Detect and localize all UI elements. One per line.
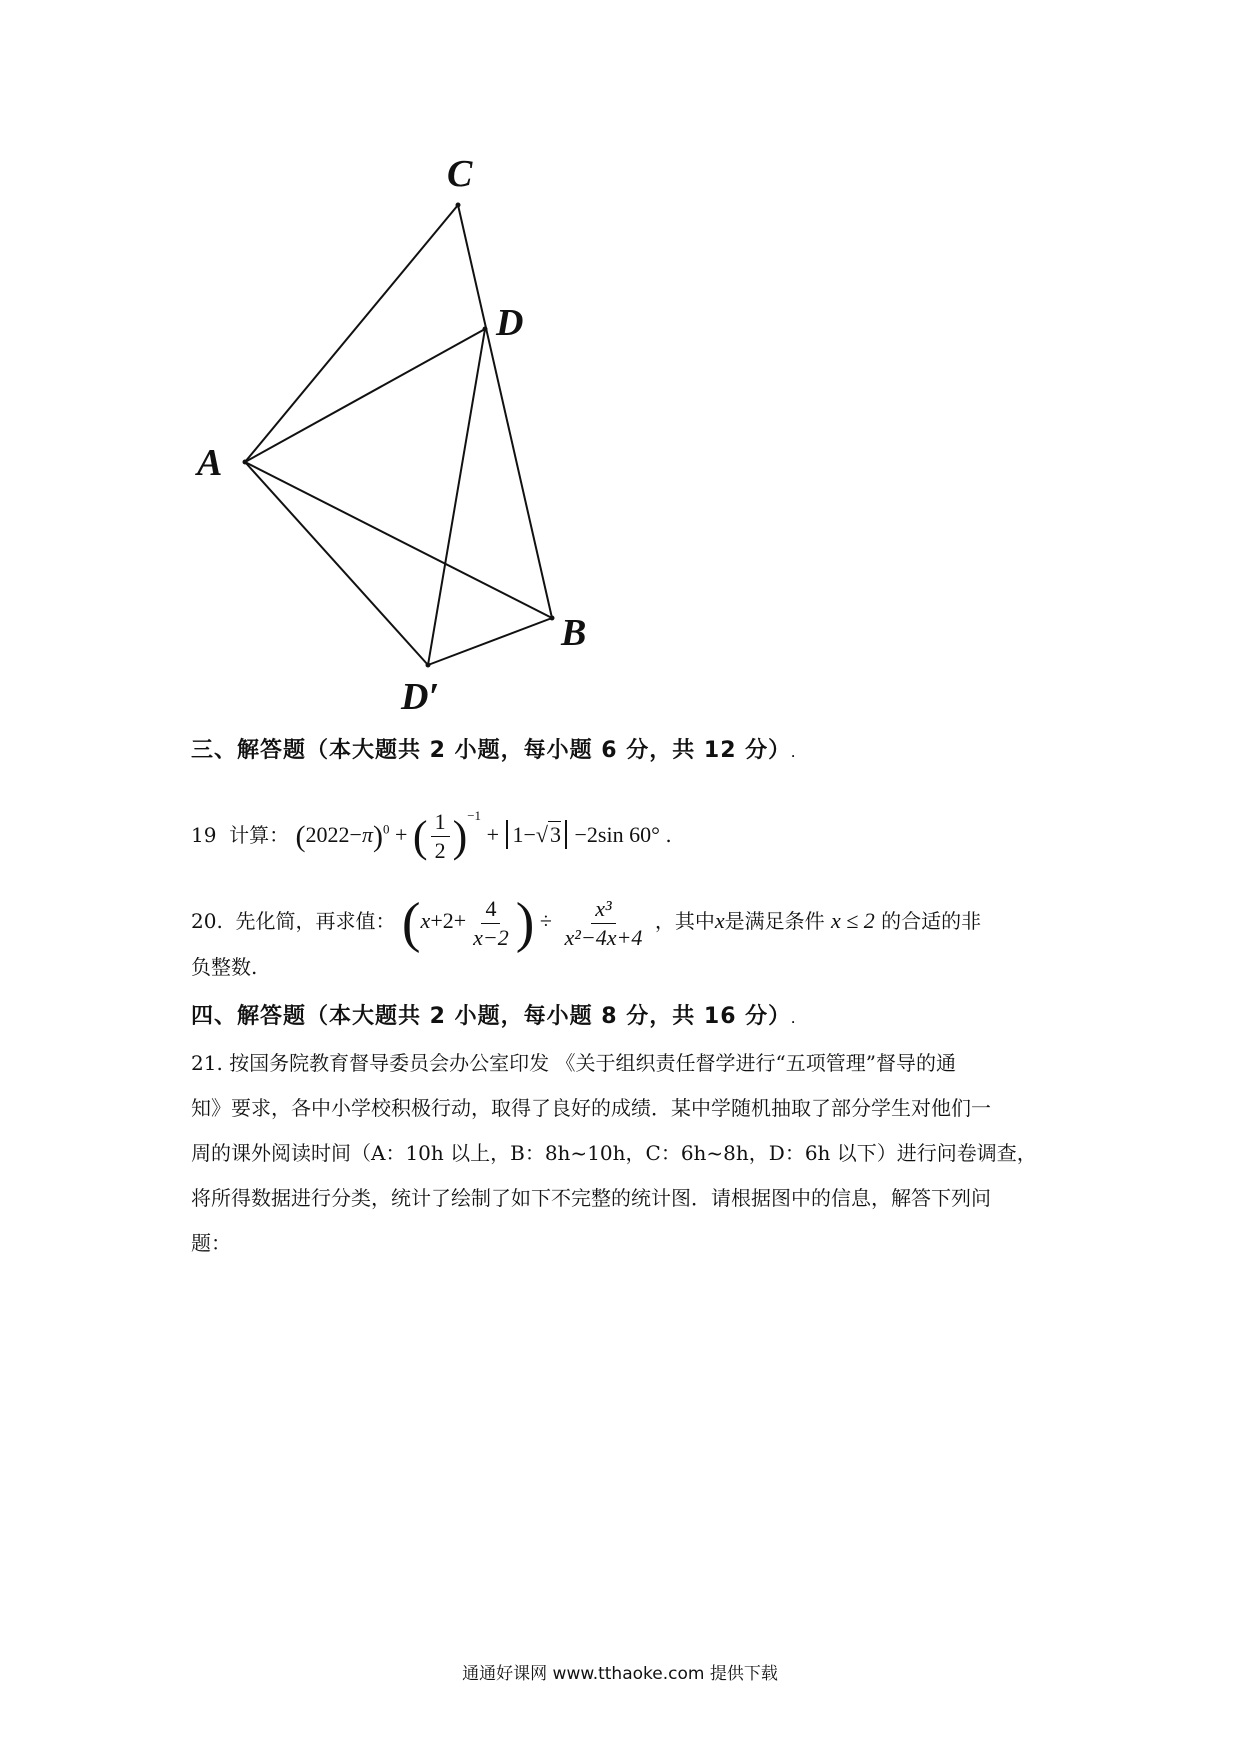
q19-abs: 1−√3 <box>506 820 567 849</box>
q20-frac1 <box>469 897 513 950</box>
q20-line2: 负整数. <box>191 955 258 979</box>
label-a: A <box>197 442 223 484</box>
point-d <box>483 327 488 332</box>
label-d: D <box>496 302 524 344</box>
q20-frac2-den: x²−4x+4 <box>564 924 643 950</box>
q19-prompt: 计算： <box>229 823 290 847</box>
q19-pi: π <box>361 822 373 847</box>
q19-plus2: + <box>486 822 499 847</box>
q19-half-den: 2 <box>434 838 446 864</box>
q19-abs-one: 1 <box>512 822 524 847</box>
q20-frac2-num: x³ <box>591 897 615 924</box>
segment-dd-prime <box>428 329 485 665</box>
q20-prompt: 先化简，再求值： <box>235 909 396 934</box>
q20-expression: (x+2+ $\frac{4}{x-2}$ ) ÷ $\frac{\text{x³}}{\text{x²−4x+4}}$ <box>402 908 655 933</box>
q21-line: 知》要求，各中小学校积极行动，取得了良好的成绩．某中学随机抽取了部分学生对他们一 <box>191 1096 991 1120</box>
section-3-heading: 三、解答题（本大题共 2 小题，每小题 6 分，共 12 分）. <box>191 738 796 763</box>
geometry-figure <box>0 0 1240 720</box>
q19-abs-minus: − <box>523 822 536 847</box>
q20-cond-ineq: x ≤ 2 <box>830 908 875 934</box>
q20-x: x <box>420 908 431 934</box>
segment-ad-prime <box>245 462 428 665</box>
q19-exp-neg1: −1 <box>467 808 482 823</box>
label-c: C <box>447 153 473 195</box>
q21-line: 21. 按国务院教育督导委员会办公室印发 《关于组织责任督学进行“五项管理”督导的通 <box>191 1051 956 1075</box>
q20-div: ÷ <box>539 908 552 934</box>
question-19 <box>191 806 672 863</box>
q20-frac1-num: 4 <box>481 897 500 924</box>
label-d-prime: D′ <box>401 676 440 718</box>
segment-bd-prime <box>428 618 552 665</box>
q20-cond-mid: 是满足条件 <box>724 909 825 934</box>
q20-plus2: +2+ <box>430 908 467 934</box>
q20-frac2 <box>561 897 647 950</box>
q19-expression: $(2022-\pi)^0$ + ( $\frac{1}{2}$ )$^{-1}$ + 1−√3 −2sin 60° <box>295 808 660 864</box>
q20-cond-post: 的合适的非 <box>881 909 982 934</box>
q19-tail: −2sin 60° <box>574 822 660 847</box>
q19-plus1: + <box>394 822 408 847</box>
point-a <box>243 460 248 465</box>
segment-ad <box>245 329 485 462</box>
point-d-prime <box>426 663 431 668</box>
q19-exp0: 0 <box>382 821 390 837</box>
question-21 <box>191 1041 1071 1266</box>
q20-label: 20. <box>191 909 223 934</box>
q20-cond-pre: ，其中 <box>654 909 715 934</box>
footer-watermark: 通通好课网 www.tthaoke.com 提供下载 <box>462 1664 778 1684</box>
question-20 <box>191 892 982 954</box>
q19-end: . <box>665 823 672 847</box>
q21-line: 周的课外阅读时间（A：10h 以上，B：8h~10h，C：6h~8h，D：6h 以下）进行问卷调查， <box>191 1141 1037 1165</box>
q19-half <box>431 810 450 863</box>
q19-label: 19 <box>191 823 217 847</box>
segment-ca <box>245 205 458 462</box>
q21-line: 将所得数据进行分类，统计了绘制了如下不完整的统计图．请根据图中的信息，解答下列问 <box>191 1186 991 1210</box>
segment-ab <box>245 462 552 618</box>
q19-sqrt3: 3 <box>549 822 561 847</box>
section-3-heading-text: 三、解答题（本大题共 2 小题，每小题 6 分，共 12 分） <box>191 738 792 763</box>
q21-line: 题： <box>191 1231 231 1255</box>
label-b: B <box>561 612 587 654</box>
q19-base: 2022 <box>305 822 350 847</box>
section-4-heading: 四、解答题（本大题共 2 小题，每小题 8 分，共 16 分）. <box>191 1004 796 1029</box>
section-4-heading-text: 四、解答题（本大题共 2 小题，每小题 8 分，共 16 分） <box>191 1004 792 1029</box>
point-c <box>456 203 461 208</box>
q19-minus: − <box>349 822 362 847</box>
q19-half-num: 1 <box>431 810 450 837</box>
point-b <box>550 616 555 621</box>
q20-cond-x: x <box>714 908 725 934</box>
q20-frac1-den: x−2 <box>473 924 509 950</box>
segment-cb <box>458 205 552 618</box>
